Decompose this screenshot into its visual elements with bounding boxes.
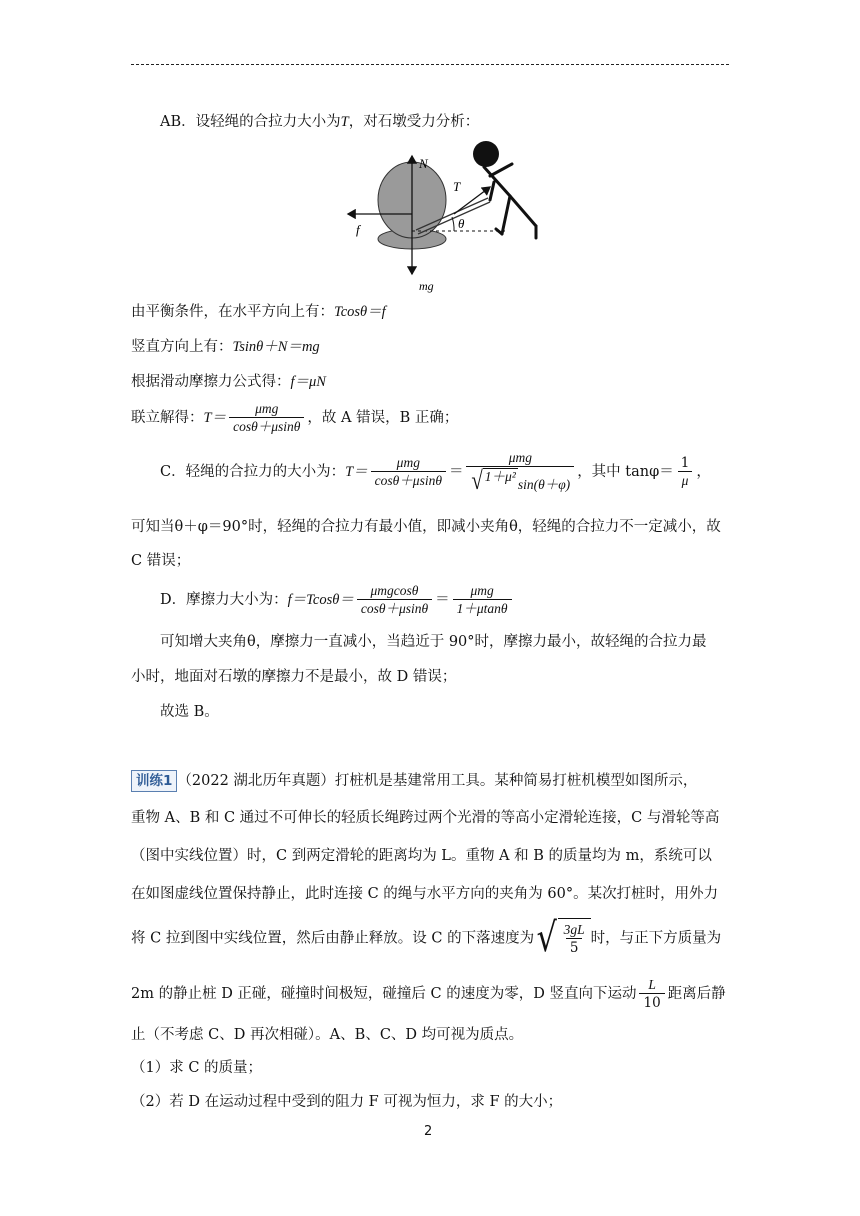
exercise-line6-a: 2m 的静止桩 D 正碰，碰撞时间极短，碰撞后 C 的速度为零，D 竖直向下运动: [131, 986, 637, 1002]
question-1: （1）求 C 的质量；: [131, 1060, 263, 1076]
eq1-prefix: 由平衡条件，在水平方向上有：: [131, 304, 334, 320]
ab-intro: [160, 112, 479, 132]
c-den1: cosθ＋μsinθ: [371, 471, 446, 489]
eq2: Tsinθ＋N＝mg: [232, 339, 320, 355]
c-den2-root: 1＋μ²: [483, 468, 518, 494]
c-lhs: T＝: [345, 464, 368, 480]
c-formula-line: [160, 450, 711, 494]
exercise-line5-b: 时，与正下方质量为: [590, 930, 722, 947]
eq4-lhs: T＝: [203, 410, 227, 426]
distance-num: L: [648, 977, 656, 992]
exercise-line4: 在如图虚线位置保持静止，此时连接 C 的绳与水平方向的夹角为 60°。某次打桩时，用外力: [131, 886, 719, 902]
d-lhs: f＝Tcosθ＝: [287, 592, 354, 608]
exercise-line5: [131, 915, 722, 961]
c-fraction-2: [466, 450, 574, 494]
c-comma: ，: [696, 464, 711, 480]
eq1: Tcosθ＝f: [334, 304, 386, 320]
answer-line: 故选 B。: [160, 704, 219, 720]
person-figure: [473, 141, 536, 238]
c-den2: [466, 466, 574, 494]
exercise-line6-b: 距离后静: [667, 986, 726, 1002]
question-2: （2）若 D 在运动过程中受到的阻力 F 可视为恒力，求 F 的大小；: [131, 1094, 563, 1110]
label-theta: θ: [458, 216, 465, 231]
distance-den: 10: [639, 993, 664, 1011]
angle-arc: [452, 217, 454, 231]
d-num1: μmgcosθ: [370, 583, 419, 598]
d-fraction-1: [357, 583, 432, 617]
c-den2-sqrt: [470, 468, 517, 494]
c-fraction-1: [371, 455, 446, 489]
exercise-line1-text: （2022 湖北历年真题）打桩机是基建常用工具。某种简易打桩机模型如图所示，: [177, 773, 698, 789]
ab-intro-text: AB．设轻绳的合拉力大小为: [160, 114, 341, 130]
eq4-num: μmg: [255, 401, 279, 416]
c-num2: μmg: [508, 450, 532, 465]
exercise-badge: 训练1: [131, 770, 177, 792]
eq2-line: [131, 337, 320, 357]
eq1-line: [131, 302, 386, 322]
eq4-line: [131, 400, 458, 436]
distance-fraction: [639, 977, 664, 1011]
d-den1: cosθ＋μsinθ: [357, 599, 432, 617]
eq4-den: cosθ＋μsinθ: [229, 417, 304, 435]
eq4-conclusion: ，故 A 错误，B 正确；: [307, 410, 459, 426]
c-line2: 可知当θ＋φ＝90°时，轻绳的合拉力有最小值，即减小夹角θ，轻绳的合拉力不一定减小，故: [131, 519, 721, 535]
d-prefix: D．摩擦力大小为：: [160, 592, 288, 608]
velocity-num: 3gL: [563, 922, 585, 937]
label-N: N: [419, 156, 428, 171]
velocity-sqrt: [534, 915, 591, 961]
label-mg: mg: [419, 279, 434, 293]
d-num2: μmg: [470, 583, 494, 598]
eq3: f＝μN: [290, 374, 326, 390]
velocity-fraction: [560, 922, 589, 956]
exercise-line2: 重物 A、B 和 C 通过不可伸长的轻质长绳跨过两个光滑的等高小定滑轮连接，C 与滑轮等高: [131, 810, 720, 826]
c-prefix: C．轻绳的合拉力的大小为：: [160, 464, 346, 480]
c-eq: ＝: [448, 464, 464, 480]
eq3-prefix: 根据滑动摩擦力公式得：: [131, 374, 291, 390]
c-tan-den: μ: [678, 471, 693, 489]
force-diagram: [340, 134, 550, 294]
eq3-line: [131, 372, 326, 392]
c-where: ，其中 tanφ＝: [577, 464, 674, 480]
velocity-den: 5: [566, 938, 583, 956]
d-den2: 1＋μtanθ: [453, 599, 512, 617]
d-line3: 小时，地面对石墩的摩擦力不是最小，故 D 错误；: [131, 669, 457, 685]
c-tan-num: 1: [680, 455, 690, 471]
exercise-line5-a: 将 C 拉到图中实线位置，然后由静止释放。设 C 的下落速度为: [131, 930, 535, 947]
d-formula-line: [160, 582, 515, 618]
page-number: 2: [424, 1124, 433, 1139]
velocity-sqrt-content: [558, 918, 591, 959]
d-eq: ＝: [435, 592, 450, 608]
label-f: f: [356, 222, 360, 237]
ab-intro-end: ，对石墩受力分析：: [348, 114, 480, 130]
eq2-prefix: 竖直方向上有：: [131, 339, 233, 355]
sqrt-symbol-large: √: [536, 915, 558, 961]
d-fraction-2: [453, 583, 512, 617]
c-num1: μmg: [396, 455, 420, 470]
exercise-line6: [131, 974, 726, 1014]
exercise-line1: [131, 770, 697, 792]
exercise-line3: （图中实线位置）时，C 到两定滑轮的距离均为 L。重物 A 和 B 的质量均为 m，系统可以: [131, 848, 712, 864]
c-line3: C 错误；: [131, 553, 191, 569]
exercise-line7: 止（不考虑 C、D 再次相碰）。A、B、C、D 均可视为质点。: [131, 1027, 524, 1043]
sqrt-symbol: √: [471, 466, 484, 495]
header-rule: [131, 64, 729, 65]
ab-intro-T: T: [340, 114, 349, 130]
d-line2: 可知增大夹角θ，摩擦力一直减小，当趋近于 90°时，摩擦力最小，故轻绳的合拉力最: [160, 634, 707, 650]
c-den2-tail: sin(θ＋φ): [517, 477, 571, 492]
c-tan-fraction: [677, 455, 694, 489]
eq4-fraction: [229, 401, 304, 435]
eq4-prefix: 联立解得：: [131, 410, 204, 426]
label-T: T: [453, 179, 461, 194]
